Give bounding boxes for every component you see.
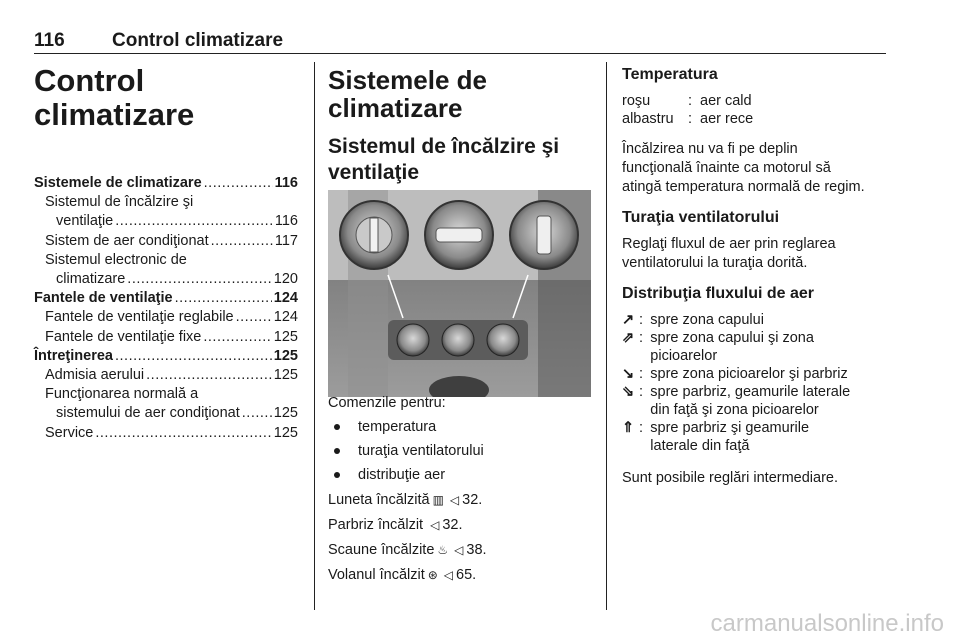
temperature-note bbox=[622, 140, 886, 197]
temperature-row bbox=[622, 110, 886, 128]
toc-label: Fantele de ventilaţie bbox=[34, 290, 173, 307]
reference-page[interactable]: 32. bbox=[462, 492, 483, 508]
cross-references bbox=[328, 492, 592, 583]
air-separator: : bbox=[638, 384, 643, 400]
toc-page: 125 bbox=[273, 328, 298, 345]
toc-entry bbox=[34, 212, 298, 231]
controls-intro: Comenzile pentru: bbox=[328, 395, 446, 411]
toc-label: Sistemul de încălzire şi bbox=[45, 194, 194, 211]
reference-line bbox=[328, 542, 592, 558]
reference-text: Volanul încălzit bbox=[328, 567, 425, 583]
left-column bbox=[34, 58, 298, 443]
reference-line bbox=[328, 567, 592, 583]
bullet-text: distribuţie aer bbox=[358, 467, 446, 483]
feature-icon: ⊛ bbox=[427, 568, 438, 582]
temperature-key: albastru bbox=[622, 111, 674, 127]
toc-label: Admisia aerului bbox=[45, 367, 145, 384]
reference-text: Parbriz încălzit bbox=[328, 517, 424, 533]
toc-label: Funcţionarea normală a bbox=[45, 386, 199, 403]
air-distribution-row bbox=[622, 383, 886, 419]
right-column bbox=[622, 58, 886, 488]
toc-page: 124 bbox=[273, 290, 298, 307]
reference-text: Scaune încălzite bbox=[328, 542, 435, 558]
section-title-line: climatizare bbox=[328, 93, 463, 123]
toc-entry bbox=[34, 328, 298, 347]
temperature-row bbox=[622, 92, 886, 110]
toc-entry bbox=[34, 289, 298, 308]
air-description-line: spre zona capului bbox=[650, 312, 764, 328]
toc-page: 116 bbox=[274, 175, 298, 191]
toc-entry bbox=[34, 193, 298, 212]
see-page-icon: ◁ bbox=[454, 543, 464, 557]
see-page-icon: ◁ bbox=[430, 518, 440, 532]
toc-label: Fantele de ventilaţie fixe bbox=[45, 328, 202, 345]
toc-page: 117 bbox=[274, 232, 298, 249]
air-description-line: spre parbriz, geamurile laterale bbox=[650, 384, 851, 400]
section-title bbox=[328, 66, 592, 122]
intermediate-note: Sunt posibile reglări intermediare. bbox=[622, 470, 838, 486]
air-description bbox=[650, 419, 886, 455]
toc-leader bbox=[95, 424, 271, 443]
temperature-sep: : bbox=[688, 93, 693, 109]
temperature-note-line: funcţională înainte ca motorul să bbox=[622, 160, 831, 176]
air-distribution-title: Distribuţia fluxului de aer bbox=[622, 285, 815, 302]
air-distribution-row bbox=[622, 419, 886, 455]
bullet-item bbox=[334, 443, 592, 459]
fan-note-line: Reglaţi fluxul de aer prin reglarea bbox=[622, 236, 836, 252]
air-separator: : bbox=[638, 312, 643, 328]
toc-label: Sistemele de climatizare bbox=[34, 175, 202, 191]
toc-label: ventilaţie bbox=[56, 213, 114, 230]
bullet-text: turaţia ventilatorului bbox=[358, 443, 484, 459]
toc-leader bbox=[203, 328, 271, 347]
toc-leader bbox=[175, 289, 272, 308]
page-number: 116 bbox=[34, 30, 65, 51]
air-description bbox=[650, 311, 886, 329]
toc-label: Sistem de aer condiţionat bbox=[45, 232, 209, 249]
bullet-icon bbox=[334, 472, 340, 478]
watermark: carmanualsonline.info bbox=[710, 610, 944, 637]
toc-page: 125 bbox=[273, 367, 298, 384]
toc-leader bbox=[146, 366, 272, 385]
subsection-title-line: Sistemul de încălzire şi bbox=[328, 135, 560, 158]
section-title-line: Sistemele de bbox=[328, 65, 487, 95]
temperature-key: roşu bbox=[622, 93, 651, 109]
feature-icon: ♨ bbox=[437, 543, 449, 557]
air-description bbox=[650, 329, 886, 365]
air-distribution-row bbox=[622, 365, 886, 383]
toc-entry bbox=[34, 308, 298, 327]
air-separator: : bbox=[638, 366, 643, 382]
air-mode-icon: ⇗ bbox=[622, 330, 635, 346]
toc-page: 124 bbox=[273, 309, 298, 326]
toc-page: 120 bbox=[273, 271, 298, 288]
page-header bbox=[34, 30, 283, 52]
air-description-line: spre zona capului şi zona bbox=[650, 330, 814, 346]
toc-entry bbox=[34, 251, 298, 270]
toc-page: 116 bbox=[274, 213, 298, 230]
see-page-icon: ◁ bbox=[449, 493, 460, 507]
toc-label: sistemului de aer condiţionat bbox=[56, 405, 240, 422]
toc-entry bbox=[34, 366, 298, 385]
column-divider-1 bbox=[314, 62, 315, 610]
toc-page: 125 bbox=[273, 347, 298, 364]
toc-leader bbox=[115, 347, 272, 366]
toc-entry bbox=[34, 424, 298, 443]
toc-page: 125 bbox=[273, 424, 298, 441]
air-mode-icon: ↘ bbox=[622, 366, 635, 382]
header-title: Control climatizare bbox=[112, 30, 284, 51]
air-mode-icon: ⇘ bbox=[622, 384, 635, 400]
reference-line bbox=[328, 492, 592, 508]
air-separator: : bbox=[638, 420, 643, 436]
fan-note-line: ventilatorului la turaţia dorită. bbox=[622, 255, 808, 271]
reference-page[interactable]: 32. bbox=[442, 517, 463, 533]
temperature-note-line: atingă temperatura normală de regim. bbox=[622, 179, 865, 195]
air-distribution-row bbox=[622, 329, 886, 365]
air-description-line: spre parbriz şi geamurile bbox=[650, 420, 810, 436]
toc-leader bbox=[211, 232, 273, 251]
column-divider-2 bbox=[606, 62, 607, 610]
toc-entry bbox=[34, 232, 298, 251]
toc-label: Sistemul electronic de bbox=[45, 251, 187, 268]
toc-entry bbox=[34, 385, 298, 404]
toc-leader bbox=[236, 308, 272, 327]
temperature-note-line: Încălzirea nu va fi pe deplin bbox=[622, 141, 798, 157]
air-distribution-row bbox=[622, 311, 886, 329]
subsection-title-line: ventilaţie bbox=[328, 161, 420, 184]
temperature-val: aer cald bbox=[700, 93, 752, 109]
air-mode-icon: ↗ bbox=[622, 312, 635, 328]
subsection-title bbox=[328, 134, 592, 186]
reference-text: Luneta încălzită bbox=[328, 492, 430, 508]
bullet-item bbox=[334, 419, 592, 435]
temperature-val: aer rece bbox=[700, 111, 754, 127]
see-page-icon: ◁ bbox=[443, 568, 454, 582]
temperature-title: Temperatura bbox=[622, 66, 718, 83]
temperature-legend bbox=[622, 92, 886, 128]
toc-entry bbox=[34, 347, 298, 366]
chapter-title: Control climatizare bbox=[34, 63, 195, 132]
toc-leader bbox=[115, 212, 273, 231]
toc-page: 125 bbox=[273, 405, 298, 422]
air-description-line: spre zona picioarelor şi parbriz bbox=[650, 366, 848, 382]
air-mode-icon: ⇑ bbox=[622, 420, 635, 436]
toc-label: Service bbox=[45, 424, 94, 441]
toc-entry bbox=[34, 174, 298, 193]
climate-controls-photo bbox=[328, 190, 591, 397]
air-description bbox=[650, 365, 886, 383]
middle-column bbox=[328, 58, 592, 186]
air-description-line: laterale din faţă bbox=[650, 438, 750, 454]
reference-line bbox=[328, 517, 592, 533]
toc-leader bbox=[242, 404, 272, 423]
toc-label: Fantele de ventilaţie reglabile bbox=[45, 309, 234, 326]
header-rule bbox=[34, 53, 886, 54]
toc-leader bbox=[204, 174, 273, 193]
reference-page[interactable]: 65. bbox=[456, 567, 477, 583]
toc-leader bbox=[127, 270, 272, 289]
bullet-icon bbox=[334, 424, 340, 430]
toc-label: climatizare bbox=[56, 271, 126, 288]
reference-page[interactable]: 38. bbox=[466, 542, 487, 558]
air-description bbox=[650, 383, 886, 419]
toc-entry bbox=[34, 404, 298, 423]
air-separator: : bbox=[638, 330, 643, 346]
bullet-item bbox=[334, 467, 592, 483]
fan-speed-title: Turaţia ventilatorului bbox=[622, 209, 780, 226]
feature-icon: ▥ bbox=[432, 493, 444, 507]
air-description-line: picioarelor bbox=[650, 348, 718, 364]
table-of-contents bbox=[34, 174, 298, 443]
fan-speed-note bbox=[622, 235, 886, 273]
temperature-sep: : bbox=[688, 111, 693, 127]
toc-entry bbox=[34, 270, 298, 289]
controls-text bbox=[328, 395, 592, 583]
bullet-text: temperatura bbox=[358, 419, 437, 435]
bullet-icon bbox=[334, 448, 340, 454]
air-distribution-list bbox=[622, 311, 886, 455]
toc-label: Întreţinerea bbox=[34, 347, 113, 364]
air-description-line: din faţă şi zona picioarelor bbox=[650, 402, 819, 418]
